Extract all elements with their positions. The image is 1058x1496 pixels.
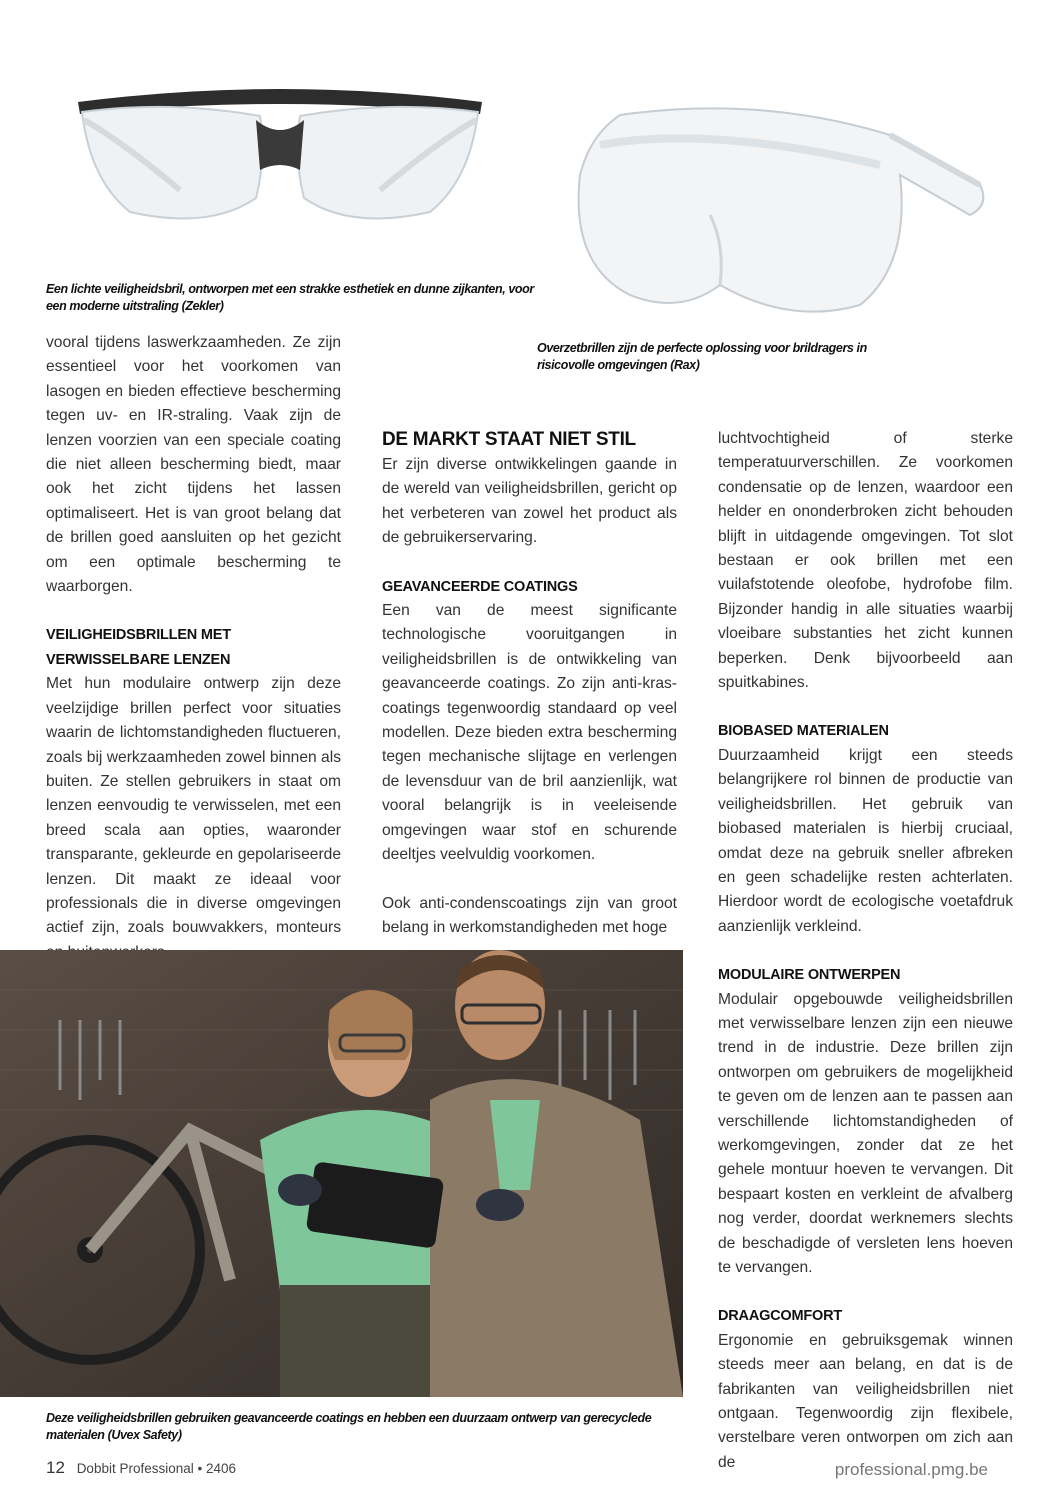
col2-paragraph-1: Er zijn diverse ontwikkelingen gaande in de wereld van veiligheidsbrillen, gericht op het verbeteren van zowel het product als de gebruikerservaring. bbox=[382, 456, 677, 547]
photo-rax-overglasses bbox=[560, 75, 1000, 325]
heading-modulaire-ontwerpen: MODULAIRE ONTWERPEN bbox=[718, 967, 901, 984]
footer-url[interactable]: professional.pmg.be bbox=[834, 1460, 988, 1479]
footer-left bbox=[46, 1458, 236, 1478]
col1-paragraph-1: vooral tijdens laswerkzaamheden. Ze zijn essentieel voor het voorkomen van lasogen en bieden effectieve bescherming tegen uv- en IR-straling. Vaak zijn de lenzen voorzien van een speciale coating die niet alleen bescherming biedt, maar ook het zicht tijdens het lassen optimaliseert. Het is van groot belang dat de brillen goed aansluiten op het gezicht om een optimale bescherming te waarborgen. bbox=[46, 334, 341, 596]
column-2 bbox=[382, 427, 677, 940]
photo-zekler-glasses bbox=[60, 80, 500, 270]
col2-paragraph-3: Ook anti-condenscoatings zijn van groot belang in werkomstandigheden met hoge bbox=[382, 894, 677, 936]
heading-biobased: BIOBASED MATERIALEN bbox=[718, 723, 889, 740]
heading-geavanceerde-coatings: GEAVANCEERDE COATINGS bbox=[382, 578, 578, 595]
section-title-markt: DE MARKT STAAT NIET STIL bbox=[382, 429, 636, 450]
workshop-scene-illustration bbox=[0, 950, 683, 1397]
overglasses-illustration bbox=[560, 75, 1000, 325]
caption-uvex: Deze veiligheidsbrillen gebruiken geavanceerde coatings en hebben een duurzaam ontwerp van gerecyclede materialen (Uvex Safety) bbox=[46, 1411, 652, 1442]
safety-glasses-illustration bbox=[60, 80, 500, 270]
heading-verwisselbare-lenzen: VEILIGHEIDSBRILLEN MET VERWISSELBARE LENZEN bbox=[46, 627, 231, 668]
heading-draagcomfort: DRAAGCOMFORT bbox=[718, 1308, 843, 1325]
page-number: 12 bbox=[46, 1458, 65, 1477]
col1-paragraph-2: Met hun modulaire ontwerp zijn deze veelzijdige brillen perfect voor situaties waarin de lichtomstandigheden fluctueren, zoals bij werkzaamheden zowel binnen als buiten. Ze stellen gebruikers in staat om lenzen eenvoudig te verwisselen, met een breed scala aan opties, waaronder transparante, gekleurde en gepolariseerde lenzen. Dit maakt ze ideaal voor professionals die in diverse omgevingen actief zijn, zoals bouwvakkers, monteurs bbox=[46, 675, 341, 937]
column-3 bbox=[718, 427, 1013, 1475]
col3-paragraph-2: Duurzaamheid krijgt een steeds belangrijkere rol binnen de productie van veiligheidsbrillen. Het gebruik van biobased materialen is hierbij cruciaal, omdat deze na gebruik sneller afbreken en geen schadelijke resten achterlaten. Hierdoor wordt de ecologische voetafdruk aanzienlijk verkleind. bbox=[718, 746, 1013, 935]
publication-name: Dobbit Professional • 2406 bbox=[76, 1461, 237, 1476]
caption-rax: Overzetbrillen zijn de perfecte oplossing voor brildragers in risicovolle omgevingen (Rax) bbox=[537, 341, 867, 372]
col3-paragraph-4: Ergonomie en gebruiksgemak winnen steeds meer aan belang, en dat is de fabrikanten van veiligheidsbrillen niet ontgaan. Tegenwoordig zijn flexibele, verstelbare veren ontworpen om zich aan de bbox=[718, 1331, 1013, 1471]
caption-zekler: Een lichte veiligheidsbril, ontworpen met een strakke esthetiek en dunne zijkanten, voor een moderne uitstraling (Zekler) bbox=[46, 282, 534, 313]
col2-paragraph-2: Een van de meest significante technologische vooruitgangen in veiligheidsbrillen is de ontwikkeling van geavanceerde coatings. Zo zijn anti-krascoatings tegenwoordig standaard op veel modellen. Deze bieden extra bescherming tegen mechanische slijtage en verlengen de levensduur van de bril aanzienlijk, wat vooral belangrijk is in veeleisende omgevingen waar stof en schurende deeltjes veelvuldig voorkomen. bbox=[382, 602, 677, 864]
photo-uvex-workshop bbox=[0, 950, 683, 1397]
col3-paragraph-3: Modulair opgebouwde veiligheidsbrillen met verwisselbare lenzen zijn een nieuwe trend in de industrie. Deze brillen zijn ontworpen om gebruikers de mogelijkheid te geven om de lenzen aan te passen aan verschillende lichtomstandigheden of werkomgevingen, zonder dat ze het gehele montuur hoeven te vervangen. Dit bespaart kosten en verkleint de afvalberg nog verder, doordat werknemers slechts de beschadigde of versleten lens hoeven te vervangen. bbox=[718, 990, 1013, 1276]
column-1 bbox=[46, 331, 341, 965]
col3-paragraph-1: luchtvochtigheid of sterke temperatuurverschillen. Ze voorkomen condensatie op de lenzen, waardoor een helder en ononderbroken zicht behouden blijft in uitdagende omgevingen. Tot slot bestaan er ook brillen met een vuilafstotende oleofobe, hydrofobe film. Bijzonder handig in alle situaties waarbij vloeibare substanties het zicht kunnen beperken. Denk bijvoorbeeld aan spuitkabines. bbox=[718, 430, 1013, 692]
